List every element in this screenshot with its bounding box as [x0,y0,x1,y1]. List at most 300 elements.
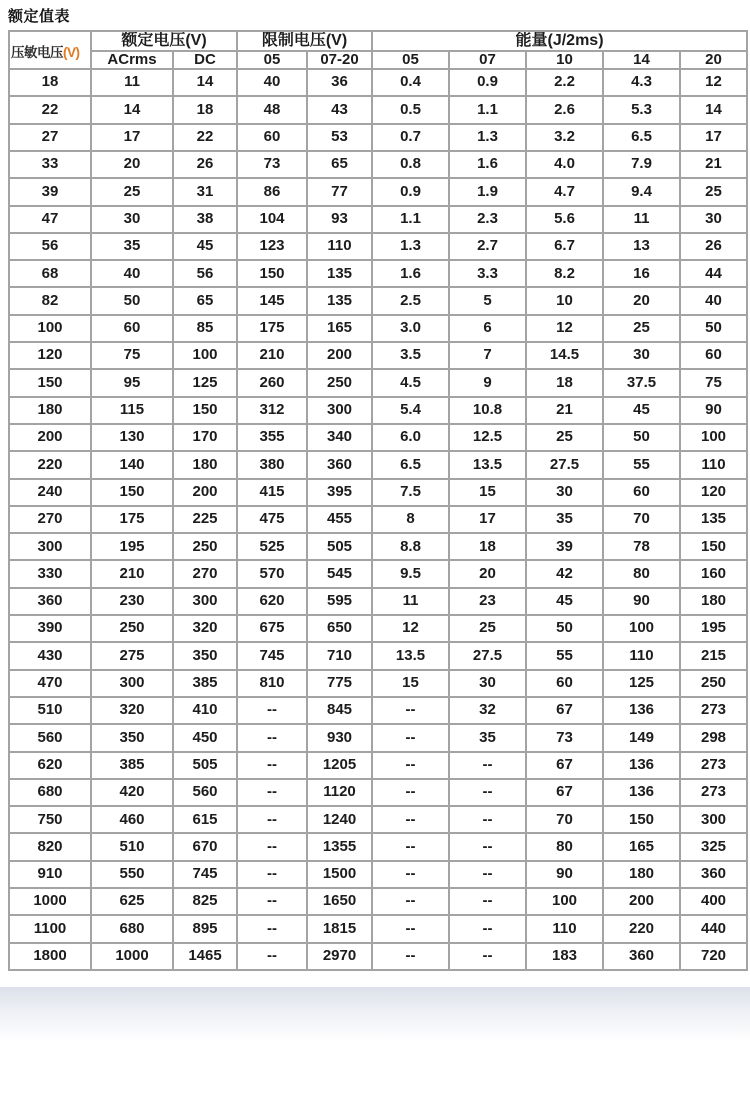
cell: 1500 [307,861,372,888]
cell: 25 [526,424,603,451]
cell: 1650 [307,888,372,915]
cell: 1800 [9,943,91,970]
cell: 1815 [307,915,372,942]
cell: 10 [526,287,603,314]
cell: 136 [603,752,680,779]
cell: 360 [9,588,91,615]
cell: -- [372,779,449,806]
table-row [9,560,747,587]
cell: 620 [9,752,91,779]
header-sub-row [9,51,747,70]
cell: 1205 [307,752,372,779]
cell: 149 [603,724,680,751]
cell: 45 [603,397,680,424]
cell: 12.5 [449,424,526,451]
cell: 45 [173,233,237,260]
table-row [9,342,747,369]
cell: 410 [173,697,237,724]
cell: 240 [9,479,91,506]
subheader-col-7: 14 [603,51,680,70]
cell: 75 [91,342,173,369]
table-row [9,670,747,697]
table-row [9,506,747,533]
cell: 36 [307,69,372,96]
cell: 21 [526,397,603,424]
cell: 5 [449,287,526,314]
cell: 60 [526,670,603,697]
cell: 73 [526,724,603,751]
cell: 200 [9,424,91,451]
cell: 13.5 [449,451,526,478]
cell: 440 [680,915,747,942]
cell: 390 [9,615,91,642]
cell: 5.6 [526,206,603,233]
cell: 42 [526,560,603,587]
cell: 135 [307,287,372,314]
cell: 55 [603,451,680,478]
table-row [9,260,747,287]
cell: 2.7 [449,233,526,260]
cell: 250 [91,615,173,642]
cell: -- [237,888,307,915]
cell: 35 [91,233,173,260]
subheader-col-6: 10 [526,51,603,70]
cell: 360 [603,943,680,970]
cell: -- [237,697,307,724]
cell: 175 [91,506,173,533]
cell: 710 [307,642,372,669]
cell: 300 [9,533,91,560]
cell: 11 [372,588,449,615]
table-row [9,451,747,478]
table-row [9,888,747,915]
cell: 12 [372,615,449,642]
cell: 273 [680,697,747,724]
table-row [9,861,747,888]
cell: 50 [603,424,680,451]
cell: 125 [603,670,680,697]
cell: 1465 [173,943,237,970]
cell: 35 [526,506,603,533]
cell: 136 [603,779,680,806]
table-row [9,424,747,451]
cell: 75 [680,369,747,396]
cell: 5.3 [603,96,680,123]
cell: 430 [9,642,91,669]
cell: 0.4 [372,69,449,96]
cell: 560 [9,724,91,751]
cell: 3.5 [372,342,449,369]
header-energy: 能量(J/2ms) [372,31,747,51]
cell: -- [449,888,526,915]
cell: 250 [680,670,747,697]
cell: 67 [526,752,603,779]
cell: 39 [526,533,603,560]
cell: 1.1 [372,206,449,233]
cell: 20 [449,560,526,587]
cell: 11 [603,206,680,233]
table-row [9,697,747,724]
cell: 56 [9,233,91,260]
table-row [9,287,747,314]
cell: 16 [603,260,680,287]
cell: 220 [9,451,91,478]
cell: -- [449,779,526,806]
cell: 273 [680,752,747,779]
cell: 360 [307,451,372,478]
cell: 65 [173,287,237,314]
subheader-col-5: 07 [449,51,526,70]
table-row [9,315,747,342]
cell: 845 [307,697,372,724]
cell: -- [372,724,449,751]
cell: 50 [526,615,603,642]
cell: 275 [91,642,173,669]
cell: 6 [449,315,526,342]
cell: 225 [173,506,237,533]
cell: 160 [680,560,747,587]
cell: 100 [526,888,603,915]
cell: 15 [449,479,526,506]
page-title: 额定值表 [8,8,71,25]
cell: 595 [307,588,372,615]
cell: 505 [307,533,372,560]
cell: 1355 [307,833,372,860]
cell: 200 [603,888,680,915]
cell: 140 [91,451,173,478]
cell: 455 [307,506,372,533]
bottom-gradient-band [0,987,750,1042]
cell: 26 [173,151,237,178]
cell: 270 [9,506,91,533]
cell: 9.5 [372,560,449,587]
cell: 50 [91,287,173,314]
cell: 40 [237,69,307,96]
cell: 570 [237,560,307,587]
cell: 825 [173,888,237,915]
cell: 420 [91,779,173,806]
cell: 250 [173,533,237,560]
cell: 1000 [9,888,91,915]
table-row [9,178,747,205]
cell: 78 [603,533,680,560]
cell: 0.5 [372,96,449,123]
cell: 8 [372,506,449,533]
cell: 30 [680,206,747,233]
cell: 145 [237,287,307,314]
cell: 80 [526,833,603,860]
cell: 0.7 [372,124,449,151]
table-row [9,69,747,96]
cell: 6.5 [372,451,449,478]
cell: 183 [526,943,603,970]
cell: 150 [91,479,173,506]
cell: 53 [307,124,372,151]
cell: 3.0 [372,315,449,342]
cell: 400 [680,888,747,915]
cell: 180 [9,397,91,424]
cell: 298 [680,724,747,751]
cell: 2.6 [526,96,603,123]
cell: 180 [173,451,237,478]
cell: 65 [307,151,372,178]
cell: 200 [173,479,237,506]
cell: 30 [603,342,680,369]
cell: 1.3 [372,233,449,260]
subheader-col-4: 05 [372,51,449,70]
cell: 615 [173,806,237,833]
cell: 90 [603,588,680,615]
cell: -- [237,943,307,970]
cell: 1100 [9,915,91,942]
cell: 30 [91,206,173,233]
cell: -- [372,697,449,724]
cell: 6.5 [603,124,680,151]
cell: 0.9 [449,69,526,96]
cell: 70 [526,806,603,833]
cell: 475 [237,506,307,533]
cell: 470 [9,670,91,697]
cell: 895 [173,915,237,942]
cell: 560 [173,779,237,806]
table-row [9,588,747,615]
cell: 25 [680,178,747,205]
cell: 0.8 [372,151,449,178]
cell: 17 [449,506,526,533]
cell: 385 [91,752,173,779]
table-row [9,479,747,506]
cell: 18 [526,369,603,396]
table-row [9,369,747,396]
cell: 27 [9,124,91,151]
cell: 1.6 [449,151,526,178]
cell: 395 [307,479,372,506]
cell: 23 [449,588,526,615]
cell: 250 [307,369,372,396]
cell: 25 [449,615,526,642]
cell: 120 [9,342,91,369]
cell: -- [372,888,449,915]
cell: 11 [91,69,173,96]
cell: 210 [91,560,173,587]
cell: 27.5 [526,451,603,478]
cell: 85 [173,315,237,342]
cell: 355 [237,424,307,451]
header-group-row [9,31,747,51]
cell: 300 [307,397,372,424]
cell: 38 [173,206,237,233]
cell: 775 [307,670,372,697]
cell: 8.2 [526,260,603,287]
table-row [9,806,747,833]
cell: 2970 [307,943,372,970]
cell: 1000 [91,943,173,970]
subheader-col-0: ACrms [91,51,173,70]
cell: 40 [680,287,747,314]
cell: 68 [9,260,91,287]
cell: 320 [91,697,173,724]
cell: 18 [9,69,91,96]
cell: 415 [237,479,307,506]
table-row [9,124,747,151]
cell: 110 [603,642,680,669]
cell: 135 [307,260,372,287]
cell: 325 [680,833,747,860]
cell: 210 [237,342,307,369]
cell: 3.3 [449,260,526,287]
cell: 300 [173,588,237,615]
cell: 73 [237,151,307,178]
cell: 80 [603,560,680,587]
cell: 13 [603,233,680,260]
cell: 14 [173,69,237,96]
cell: 550 [91,861,173,888]
table-row [9,943,747,970]
table-row [9,96,747,123]
cell: 7.9 [603,151,680,178]
cell: 82 [9,287,91,314]
cell: 680 [9,779,91,806]
cell: 7 [449,342,526,369]
cell: -- [449,943,526,970]
cell: 4.3 [603,69,680,96]
cell: 60 [603,479,680,506]
cell: 745 [237,642,307,669]
table-row [9,779,747,806]
header-limiting-voltage: 限制电压(V) [237,31,372,51]
cell: 47 [9,206,91,233]
cell: 4.5 [372,369,449,396]
cell: 45 [526,588,603,615]
cell: 300 [680,806,747,833]
cell: 620 [237,588,307,615]
cell: 21 [680,151,747,178]
cell: 120 [680,479,747,506]
cell: 7.5 [372,479,449,506]
cell: 9 [449,369,526,396]
cell: 220 [603,915,680,942]
cell: -- [237,915,307,942]
cell: 35 [449,724,526,751]
cell: 312 [237,397,307,424]
cell: 215 [680,642,747,669]
cell: 360 [680,861,747,888]
cell: 195 [680,615,747,642]
cell: 165 [307,315,372,342]
cell: 17 [91,124,173,151]
table-row [9,642,747,669]
cell: 20 [91,151,173,178]
cell: 67 [526,779,603,806]
subheader-col-8: 20 [680,51,747,70]
header-varistor-voltage-unit: (V) [63,45,80,61]
table-row [9,151,747,178]
cell: 110 [526,915,603,942]
cell: 43 [307,96,372,123]
cell: -- [237,806,307,833]
cell: 200 [307,342,372,369]
cell: -- [237,724,307,751]
cell: 5.4 [372,397,449,424]
cell: 110 [307,233,372,260]
cell: 50 [680,315,747,342]
cell: 26 [680,233,747,260]
ratings-table [8,30,748,971]
cell: 123 [237,233,307,260]
cell: 2.3 [449,206,526,233]
cell: 510 [91,833,173,860]
cell: 380 [237,451,307,478]
cell: 60 [237,124,307,151]
cell: 22 [173,124,237,151]
cell: 100 [603,615,680,642]
cell: 180 [603,861,680,888]
subheader-col-1: DC [173,51,237,70]
cell: 25 [603,315,680,342]
cell: 125 [173,369,237,396]
cell: 1240 [307,806,372,833]
cell: 1.1 [449,96,526,123]
cell: 77 [307,178,372,205]
header-varistor-voltage-label: 压敏电压 [11,45,63,61]
cell: 95 [91,369,173,396]
cell: 100 [680,424,747,451]
cell: 93 [307,206,372,233]
cell: -- [449,833,526,860]
cell: 12 [680,69,747,96]
cell: 385 [173,670,237,697]
cell: 32 [449,697,526,724]
cell: -- [372,833,449,860]
cell: 37.5 [603,369,680,396]
cell: 350 [173,642,237,669]
cell: -- [372,915,449,942]
cell: 9.4 [603,178,680,205]
cell: 20 [603,287,680,314]
table-row [9,615,747,642]
cell: 4.0 [526,151,603,178]
cell: 270 [173,560,237,587]
cell: 165 [603,833,680,860]
cell: -- [372,943,449,970]
table-row [9,397,747,424]
cell: 18 [173,96,237,123]
cell: 820 [9,833,91,860]
cell: 1120 [307,779,372,806]
cell: 680 [91,915,173,942]
subheader-col-3: 07-20 [307,51,372,70]
header-rated-voltage: 额定电压(V) [91,31,237,51]
cell: -- [237,861,307,888]
cell: -- [237,752,307,779]
cell: 136 [603,697,680,724]
cell: 625 [91,888,173,915]
cell: 260 [237,369,307,396]
cell: -- [237,833,307,860]
cell: 525 [237,533,307,560]
cell: 340 [307,424,372,451]
cell: 6.7 [526,233,603,260]
cell: 14.5 [526,342,603,369]
cell: 810 [237,670,307,697]
cell: 150 [173,397,237,424]
cell: 67 [526,697,603,724]
cell: -- [372,861,449,888]
cell: 56 [173,260,237,287]
cell: 273 [680,779,747,806]
cell: -- [449,861,526,888]
cell: 27.5 [449,642,526,669]
